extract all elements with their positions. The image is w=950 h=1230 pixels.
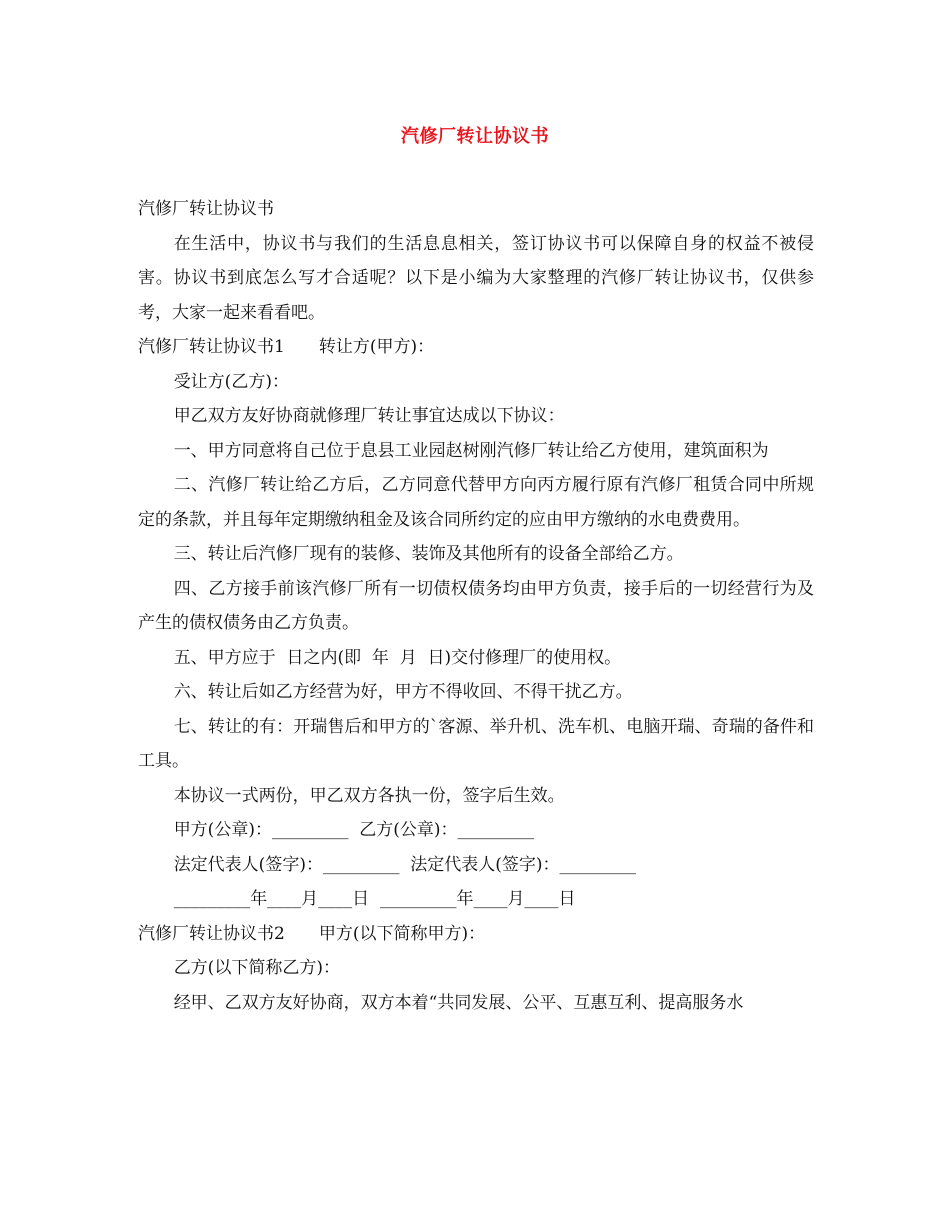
paragraph: 六、转让后如乙方经营为好，甲方不得收回、不得干扰乙方。 <box>173 682 633 702</box>
paragraph: 五、甲方应于 日之内(即 年 月 日)交付修理厂的使用权。 <box>173 647 622 668</box>
document-title: 汽修厂转让协议书 <box>401 126 549 147</box>
paragraph: 汽修厂转让协议书2 甲方(以下简称甲方)： <box>138 923 486 944</box>
paragraph: 本协议一式两份，甲乙双方各执一份，签字后生效。 <box>173 785 565 806</box>
paragraph: 在生活中，协议书与我们的生活息息相关，签订协议书可以保障自身的权益不被侵害。协议书到底怎么写才合适呢？以下是小编为大家整理的汽修厂转让协议书，仅供参考，大家一起来看看吧。 <box>138 233 814 323</box>
paragraph: 汽修厂转让协议书 <box>138 199 274 219</box>
paragraph: 三、转让后汽修厂现有的装修、装饰及其他所有的设备全部给乙方。 <box>173 544 684 564</box>
paragraph: 汽修厂转让协议书1 转让方(甲方)： <box>138 337 435 357</box>
paragraph: 经甲、乙双方友好协商，双方本着“共同发展、公平、互惠互利、提高服务水 <box>173 992 744 1013</box>
paragraph: 二、汽修厂转让给乙方后，乙方同意代替甲方向丙方履行原有汽修厂租赁合同中所规定的条款，并且每年定期缴纳租金及该合同所约定的应由甲方缴纳的水电费费用。 <box>138 475 814 530</box>
paragraph: 受让方(乙方)： <box>173 371 289 392</box>
paragraph: 一、甲方同意将自己位于息县工业园赵树刚汽修厂转让给乙方使用，建筑面积为 <box>173 440 769 461</box>
paragraph: 七、转让的有：开瑞售后和甲方的`客源、举升机、洗车机、电脑开瑞、奇瑞的备件和工具。 <box>138 716 814 771</box>
paragraph: 甲方(公章)：_________ 乙方(公章)：_________ <box>173 820 535 840</box>
document-body <box>138 192 814 1020</box>
paragraph: 乙方(以下简称乙方)： <box>173 958 340 978</box>
paragraph: 甲乙双方友好协商就修理厂转让事宜达成以下协议： <box>173 406 565 426</box>
paragraph: 法定代表人(签字)：_________ 法定代表人(签字)：_________ <box>173 854 637 875</box>
paragraph: 四、乙方接手前该汽修厂所有一切债权债务均由甲方负责，接手后的一切经营行为及产生的债权债务由乙方负责。 <box>138 578 814 633</box>
paragraph: _________年____月____日 _________年____月____日 <box>173 889 576 909</box>
